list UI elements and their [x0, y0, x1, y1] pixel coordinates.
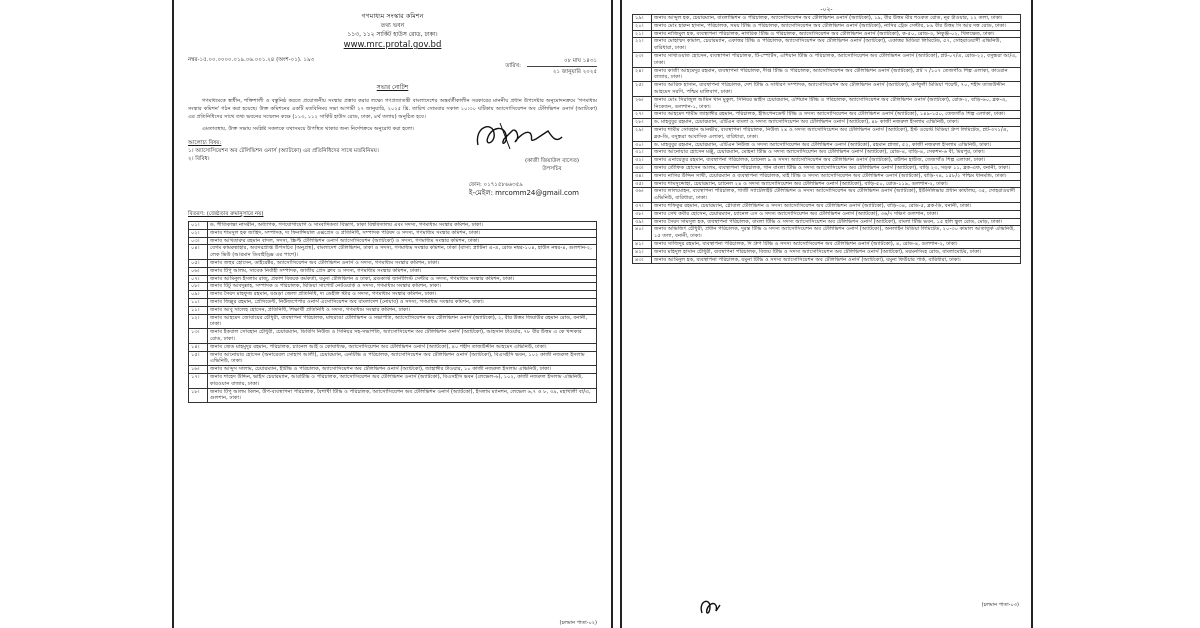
distribution-title: বিতরণ: (জেষ্ঠতার ক্রমানুসারে নয়) — [188, 211, 264, 217]
address-line: ১১৩, ১১২ সার্কিট হাউস রোড, ঢাকা। — [347, 31, 438, 38]
recipient-details: জনাব আনোয়ার হোসেন (অনারেবল সোহাগ আলী), চেয়ারম্যান, এনটিভি ও পরিচালক, অ্যাসোসিয়েশন অব টেলিভিশন ওনার্স (অ্যাটকো), বিএসইসি ভবন, ১০২ কাজী নজরুল ইসলাম এভিনিউ, ঢাকা। — [208, 351, 597, 366]
recipient-details: ড. মাহবুবুর রহমান, চেয়ারম্যান, এটিএন নিউজ ও সদস্য অ্যাসোসিয়েশন অব টেলিভিশন ওনার্স (অ্যাটকো), রহমান প্লাজা, ৫২, কাজী নজরুল ইসলাম এভিনিউ, ঢাকা। — [652, 141, 1021, 149]
recipient-number: ১৭। — [189, 373, 208, 388]
recipient-details: জনাব আহমেদ শামীম জাহাঙ্গীর রহমান, পরিচালক, ইন্ডিপেনডেন্ট টিভি ও সদস্য অ্যাসোসিয়েশন অব টেলিভিশন ওনার্স (অ্যাটকো), ১৪৯-১৫০, তেজগাঁও শিল্প এলাকা, ঢাকা। — [652, 111, 1021, 119]
recipient-number: ০৭। — [189, 275, 208, 283]
signatory-block — [525, 157, 579, 173]
recipient-details: জনাব তৌফিক হোসেন আলম, ব্যবস্থাপনা পরিচালক, গান বাংলা টিভি ও সদস্য অ্যাসোসিয়েশন অব টেলিভিশন ওনার্স (অ্যাটকো), বাড়ি ২৩, সড়ক ১১, ব্লক-এফ, বনানী, ঢাকা। — [652, 164, 1021, 172]
recipient-number: ২৬। — [633, 96, 652, 111]
date-bangla: ০৮ মাঘ ১৪৩১ — [564, 58, 597, 64]
recipient-number: ৩৩। — [633, 164, 652, 172]
recipient-details: জনাব আবু সালেহ হোসেন, প্রতিনিধি, শিক্ষার্থী প্রতিনিধি ও সদস্য, গণমাধ্যম সংস্কার কমিশন, ঢাকা। — [208, 306, 597, 314]
recipient-number: ১৪। — [189, 343, 208, 351]
recipient-details: জনাব মোঃ সিরাজুল আমিন খান মুকুল, সিনিয়র ভাইস চেয়ারম্যান, এশিয়ান টিভি ও পরিচালক, অ্যাসোসিয়েশন অব টেলিভিশন ওনার্স (অ্যাটকো), রোড-২, বাড়ি-৬০, ব্লক-এ, নিকেতন, গুলশান-১, ঢাকা। — [652, 96, 1021, 111]
memo-reference-row — [188, 57, 597, 76]
document-page-2 — [620, 0, 1033, 628]
recipient-row — [633, 111, 1021, 119]
recipient-row — [189, 237, 597, 245]
recipient-number: ২৯। — [633, 126, 652, 141]
recipient-number: ১৯। — [633, 15, 652, 23]
recipient-row — [189, 283, 597, 291]
date-block — [527, 57, 597, 76]
signatory-title: উপসচিব — [542, 166, 562, 172]
recipient-row — [189, 343, 597, 351]
recipient-details: জনাব আমিনুল ইসলাম রাজু, প্রকাশ বিষয়ক কর্মকর্তা, যমুনা টেলিভিশন ও ঢাকা, ব্রডকাস্ট জার্নালিস্ট সেন্টার ও সদস্য, গণমাধ্যম সংস্কার কমিশন, ঢাকা। — [208, 275, 597, 283]
recipient-number: ৩৪। — [633, 172, 652, 180]
recipient-details: জনাব আনোয়ার হোসেন মঞ্জু, চেয়ারম্যান, মোহনা টিভি ও সদস্য অ্যাসোসিয়েশন অব টেলিভিশন ওনার্স (অ্যাটকো), রোড-৪, বাড়ি-৪, সেকশন-৬ বী, মিরপুর, ঢাকা। — [652, 149, 1021, 157]
recipient-row — [189, 366, 597, 374]
recipient-row — [189, 298, 597, 306]
document-page-1 — [172, 0, 613, 628]
email-address[interactable]: ই-মেইল: mrcomm24@gmail.com — [468, 189, 579, 197]
page-number: -০২- — [820, 6, 833, 13]
recipient-row — [633, 126, 1021, 141]
recipient-details: ড. শীতিকান্তা নাসরীন, অধ্যাপক, গণযোগাযোগ ও সাংবাদিকতা বিভাগ, ঢাকা বিশ্ববিদ্যালয় এবং সদস্য, গণমাধ্যম সংস্কার কমিশন, ঢাকা। — [208, 222, 597, 230]
recipient-row — [633, 67, 1021, 82]
recipient-row — [633, 38, 1021, 53]
recipient-number: ০৬। — [189, 267, 208, 275]
notice-subject: সভার নোটিশ — [376, 84, 409, 91]
agenda-signature-area — [188, 139, 597, 205]
recipient-row — [633, 141, 1021, 149]
recipient-number: ১৫। — [189, 351, 208, 366]
recipient-row — [633, 96, 1021, 111]
recipient-row — [633, 256, 1021, 264]
recipient-number: ১০। — [189, 298, 208, 306]
recipient-number: ০৮। — [189, 283, 208, 291]
building-name: তথ্য ভবন — [380, 22, 405, 29]
recipient-row — [189, 314, 597, 329]
memo-number: নম্বর-১৫.০০.০০০০.০১৯.০৬.০০১.২৪ (অংশ-০১). ১৯৩ — [188, 57, 315, 63]
recipient-details: জনাব শফিকুর রহমান, চেয়ারম্যান, গ্লোবাল টেলিভিশন ও সদস্য অ্যাসোসিয়েশন অব টেলিভিশন ওনার্স (অ্যাটকো), বাড়ি-৩৪, রোড-৫, ব্লক-ডি, বনানী, ঢাকা। — [652, 202, 1021, 210]
recipient-row — [633, 226, 1021, 241]
recipient-details: জনাব ইকবাল সোবহান চৌধুরী, চেয়ারম্যান, ডিবিসি নিউজ ও সিনিয়র সহ-সভাপতি, অ্যাসোসিয়েশন অব টেলিভিশন ওনার্স (অ্যাটকো), আহসান টাওয়ার, ৭৮ বীর উত্তম এ কে খন্দকার রোড, ঢাকা। — [208, 329, 597, 344]
recipient-row — [189, 291, 597, 299]
recipient-number: ৪০। — [633, 226, 652, 241]
recipient-details: জনাব এনায়েতুর রহমান, ব্যবস্থাপনা পরিচালক, চ্যানেল ৯ ও সদস্য অ্যাসোসিয়েশন অব টেলিভিশন ওনার্স (অ্যাটকো), রউশন হাউজ, তেজগাঁও শিল্প এলাকা, ঢাকা। — [652, 157, 1021, 165]
recipient-row — [633, 164, 1021, 172]
recipient-row — [633, 172, 1021, 180]
recipient-row — [189, 329, 597, 344]
contact-block — [469, 181, 579, 197]
agenda-item: ১। অ্যাসোসিয়েশন অব টেলিভিশন ওনার্স (অ্যাটকো) এর প্রতিনিধিদের সাথে মতবিনিময়। — [188, 148, 379, 154]
recipient-row — [633, 149, 1021, 157]
recipient-number: ১৮। — [189, 388, 208, 403]
recipient-number: ০৪। — [189, 245, 208, 260]
recipient-row — [633, 202, 1021, 210]
recipient-table-page-1 — [188, 221, 597, 403]
recipient-details: জনাব আব্দুল হক, চেয়ারম্যান, বাংলাভিশন ও পরিচালক, অ্যাসোসিয়েশন অব টেলিভিশন ওনার্স (অ্যাটকো), ১৯, বীর উত্তম মীর শওকত রোড, নূর টাওয়ার, ১২ তলা, ঢাকা। — [652, 15, 1021, 23]
recipient-row — [633, 188, 1021, 203]
recipient-details: জনাব শামসুদ্দোহা, চেয়ারম্যান, চ্যানেল ২৪ ও সদস্য অ্যাসোসিয়েশন অব টেলিভিশন ওনার্স (অ্যাটকো), বাড়ি-৫০, রোড-১১৯, গুলশান-২, ঢাকা। — [652, 180, 1021, 188]
agenda-item: ২। বিবিধ। — [188, 156, 210, 162]
continuation-note: (চলমান পাতা-০২) — [559, 620, 597, 626]
notice-paragraph-1: গণমাধ্যমকে স্বাধীন, শক্তিশালী ও বস্তুনিষ্ঠ করতে প্রয়োজনীয় সংস্কার প্রস্তাব করার লক্ষ্যে গণপ্রজাতন্ত্রী বাংলাদেশের অন্তর্বর্তীকালীন সরকারের মাননীয় প্রধান উপদেষ্টার অনুমোদনক্রমে 'গণমাধ্যম সংস্কার কমিশন' গঠন করা হয়েছে। উক্ত কমিশনের একটি মতবিনিময় সভা আগামী ২৭ জানুয়ারি, ২০২৫ খ্রি. তারিখ সোমবার সকাল ১০:৩০ ঘটিকায় অ্যাসোসিয়েশন অব টেলিভিশন ওনার্স (অ্যাটকো) এর প্রতিনিধিদের সাথে তথ্য ভবনের সম্মেলন কক্ষে (১১৩, ১১২ সার্কিট হাউস রোড, ঢাকা, ৪র্থ তলায়) অনুষ্ঠিত হবে। — [188, 98, 597, 120]
recipient-number: ৩৫। — [633, 180, 652, 188]
date-label: তারিখ: — [505, 62, 521, 69]
recipient-row — [189, 222, 597, 230]
recipient-details: জনাব আহমেদ জোবায়ের চৌধুরী, ব্যবস্থাপনা পরিচালক, মাছরাঙা টেলিভিশন ও সভাপতি, অ্যাসোসিয়েশন অব টেলিভিশন ওনার্স (অ্যাটকো), ২, বীর উত্তম জিয়াউর রহমান রোড, বনানী, ঢাকা। — [208, 314, 597, 329]
recipient-row — [189, 229, 597, 237]
recipient-details: জনাব সৈয়দ সামসুল হক, ব্যবস্থাপনা পরিচালক, বাংলা টিভি ও সদস্য অ্যাসোসিয়েশন অব টেলিভিশন ওনার্স (অ্যাটকো), বাংলা টিভি ভবন, ১৫ হলি স্কুল রোড, মোড়, ঢাকা। — [652, 218, 1021, 226]
recipient-row — [633, 15, 1021, 23]
recipient-number: ৪৩। — [633, 256, 652, 264]
recipient-details: জনাব অভিজিৎ চৌধুরী, প্রধান পরিচালক, দুরন্ত টিভি ও সদস্য অ্যাসোসিয়েশন অব টেলিভিশন ওনার্স (অ্যাটকো), অনলাইন মিডিয়া লিমিটেড, ২০-৩০ কামাল আতাতুর্ক এভিনিউ, ১৫ তলা, বনানী, ঢাকা। — [652, 226, 1021, 241]
recipient-details: জনাব আরিফ হাসান, ব্যবস্থাপনা পরিচালক, দেশ টিভি ও সাধারণ সম্পাদক, অ্যাসোসিয়েশন অব টেলিভিশন ওনার্স (অ্যাটকো), কর্ণফুলী মিডিয়া পয়েন্ট, ৭০, শহীদ তাজউদ্দীন আহমেদ সরণি, পশ্চিম মালিবাগ, ঢাকা। — [652, 82, 1021, 97]
recipient-number: ০৩। — [189, 237, 208, 245]
recipient-row — [633, 30, 1021, 38]
recipient-row — [633, 210, 1021, 218]
recipient-number: ৩০। — [633, 141, 652, 149]
recipient-details: জনাব নাজিমুল হক, ব্যবস্থাপনা পরিচালক, নাগরিক টিভি ও পরিচালক, অ্যাসোসিয়েশন অব টেলিভিশন ওনার্স (অ্যাটকো), ক-৫০, রোড-৩, নিকুঞ্জ-০২, খিলক্ষেত, ঢাকা। — [652, 30, 1021, 38]
recipient-row — [633, 180, 1021, 188]
date-english: ২১ জানুয়ারি ২০২৫ — [552, 69, 597, 75]
recipient-number: ৩২। — [633, 157, 652, 165]
recipient-details: জনাব মোঃ হারুন হাসান, পরিচালক, সময় টিভি ও পরিচালক, অ্যাসোসিয়েশন অব টেলিভিশন ওনার্স (অ্যাটকো), নাসির ট্রেড সেন্টার, ৮৯ বীর উত্তম সি আর দত্ত রোড, ঢাকা। — [652, 22, 1021, 30]
recipient-details: জনাব টিপু আলম মিলন, উপ-ব্যবস্থাপনা পরিচালক, বৈশাখী টিভি ও পরিচালক, অ্যাসোসিয়েশন অব টেলিভিশন ওনার্স (অ্যাটকো), ইসলাম ম্যানশন, লেভেল ৬,৭ ও ৮, ৩৯, মহাখালী বা/এ, গুলশান, ঢাকা। — [208, 388, 597, 403]
recipient-row — [633, 52, 1021, 67]
handwritten-initial — [696, 595, 724, 619]
recipient-details: জনাব সেখ কবীর হোসেন, চেয়ারম্যান, চ্যানেল এস ও সদস্য অ্যাসোসিয়েশন অব টেলিভিশন ওনার্স (অ্যাটকো), ৩৬/৭ দক্ষিণ গুলশান, ঢাকা। — [652, 210, 1021, 218]
recipient-details: ড. মাহবুবুর রহমান, চেয়ারম্যান, এটিএন বাংলা ও সদস্য অ্যাসোসিয়েশন অব টেলিভিশন ওনার্স (অ্যাটকো), ৪৮ কাজী নজরুল ইসলাম এভিনিউ, ঢাকা। — [652, 119, 1021, 127]
recipient-number: ৩৮। — [633, 210, 652, 218]
organization-name: গণমাধ্যম সংস্কার কমিশন — [361, 12, 424, 20]
recipient-number: ৩৭। — [633, 202, 652, 210]
recipient-number: ২২। — [633, 38, 652, 53]
recipient-details: জনাব জিল্লুর রহমান, প্রেসিডেন্ট, নিউজপেপার ওনার্স এসোসিয়েশন অব বাংলাদেশ (নোয়াব) ও সদস্য, গণমাধ্যম সংস্কার কমিশন, ঢাকা। — [208, 298, 597, 306]
recipient-row — [633, 119, 1021, 127]
recipient-row — [633, 218, 1021, 226]
recipient-number: ২৩। — [633, 52, 652, 67]
recipient-details: জনাব মহিদুল হাসান চৌধুরী, ব্যবস্থাপনা পরিচালক, বিজয় টিভি ও সদস্য অ্যাসোসিয়েশন অব টেলিভিশন ওনার্স (অ্যাটকো), ময়মনসিংহ রোড, বাংলামোটর, ঢাকা। — [652, 248, 1021, 256]
recipient-details: জনাব শামসুল হক জাহিদ, সম্পাদক, দ্য ফিনান্সিয়াল এক্সপ্রেস ও প্রতিনিধি, সম্পাদক পরিষদ ও সদস্য, গণমাধ্যম সংস্কার কমিশন, ঢাকা। — [208, 229, 597, 237]
notice-paragraph-2: এমতাবস্থায়, উক্ত সভায় সংশ্লিষ্ট সকলকে যথাসময়ে উপস্থিত থাকার জন্য নির্দেশক্রমে অনুরোধ করা হলো। — [202, 126, 415, 132]
recipient-number: ৪১। — [633, 240, 652, 248]
recipient-table-page-2 — [632, 14, 1021, 264]
recipient-number: ২৫। — [633, 82, 652, 97]
recipient-row — [633, 82, 1021, 97]
website-link[interactable]: www.mrc.protal.gov.bd — [343, 40, 442, 50]
recipient-details: জনাব সৈয়দ মাহফুজ রহমান, বগুড়া জেলা প্রতিনিধি, দ্য ডেইলি স্টার ও সদস্য, গণমাধ্যম সংস্কার কমিশন, ঢাকা। — [208, 291, 597, 299]
recipient-details: বেগম কামরুন্নাহার, অবসরপ্রাপ্ত উপসচিব (অনুপ্রস্থ), বাংলাদেশ টেলিভিশন, ঢাকা ও সদস্য, গণমাধ্যম সংস্কার কমিশন, ঢাকা (বাসা: প্লাটিনা এ-এ, রোড নম্বর-১০৪, হাউস নম্বর-৪, গুলশান-২, লেক ভিউ (আরমান ডিবাইড্রিক্স এর পাশে)। — [208, 245, 597, 260]
recipient-number: ০২। — [189, 229, 208, 237]
recipient-number: ৩৬। — [633, 188, 652, 203]
handwritten-signature — [470, 117, 570, 157]
recipient-number: ০১। — [189, 222, 208, 230]
letterhead — [188, 12, 597, 51]
recipient-row — [633, 22, 1021, 30]
recipient-row — [189, 267, 597, 275]
recipient-details: জনাব জহুর হোসেন, ডাইরেক্টর, অ্যাসোসিয়েশন অব টেলিভিশন ওনার্স ও সদস্য, গণমাধ্যম সংস্কার কমিশন, ঢাকা। — [208, 259, 597, 267]
recipient-row — [189, 245, 597, 260]
recipient-details: জনাব টিপু আলম, সাবেক নির্বাহী সম্পাদক, জাতীয় প্রেস ক্লাব ও সদস্য, গণমাধ্যম সংস্কার কমিশন, ঢাকা। — [208, 267, 597, 275]
recipient-number: ৪২। — [633, 248, 652, 256]
recipient-details: জনাব সাজিদুর রহমান, ব্যবস্থাপনা পরিচালক, দি গ্রুপ টিভি ও সদস্য অ্যাসোসিয়েশন অব টেলিভিশন ওনার্স (অ্যাটকো), ৪, রোড-৪, গুলশান-২, ঢাকা। — [652, 240, 1021, 248]
recipient-number: ২৮। — [633, 119, 652, 127]
recipient-details: জনাব টিটু আবদুল্লাহ, সম্পাদক ও পরিচালক, মিডিয়া সাপোর্ট নেটওয়ার্ক ও সদস্য, গণমাধ্যম সংস্কার কমিশন, ঢাকা। — [208, 283, 597, 291]
recipient-number: ০৫। — [189, 259, 208, 267]
recipient-number: ২১। — [633, 30, 652, 38]
recipient-row — [633, 248, 1021, 256]
recipient-number: ১৬। — [189, 366, 208, 374]
recipient-details: জনাব শামীম সোবহান আনভীর, ব্যবস্থাপনা পরিচালক, নিউজ ২৪ ও সদস্য অ্যাসোসিয়েশন অব টেলিভিশন ওনার্স (অ্যাটকো), ইস্ট ওয়েস্ট মিডিয়া গ্রুপ লিমিটেড, প্লট-৩৭১/এ, ব্লক-ডি, বসুন্ধরা আবাসিক এলাকা, বারিধারা, ঢাকা। — [652, 126, 1021, 141]
continuation-note: (চলমান পাতা-০৩) — [981, 602, 1019, 608]
recipient-row — [189, 351, 597, 366]
recipient-number: ১৩। — [189, 329, 208, 344]
recipient-details: জনাব আমিনুল হক, ব্যবস্থাপনা পরিচালক, যমুনা টিভি ও সদস্য অ্যাসোসিয়েশন অব টেলিভিশন ওনার্স (অ্যাটকো), যমুনা ফিউচার পার্ক, বারিধারা, ঢাকা। — [652, 256, 1021, 264]
recipient-number: ২৭। — [633, 111, 652, 119]
signatory-name: (কাজী জিয়াউল বাসেত) — [524, 158, 579, 164]
recipient-details: জনাব শাহেদ উদ্দিন, ভাইস চেয়ারম্যান, আরটিভি ও পরিচালক, অ্যাসোসিয়েশন অব টেলিভিশন ওনার্স (অ্যাটকো), বিএসইসি ভবন (লেভেল-৬), ১০২, কাজী নজরুল ইসলাম এভিনিউ, কারওয়ান বাজার, ঢাকা। — [208, 373, 597, 388]
recipient-number: ১২। — [189, 314, 208, 329]
recipient-row — [633, 157, 1021, 165]
recipient-details: জনাব আখতারুর রহমান বাদল, সদস্য, স্ক্রিপ্ট টেলিভিশন ওনার্স অ্যাসোসিয়েশন (অ্যাটকো) ও সদস্য, গণমাধ্যম সংস্কার কমিশন, ঢাকা। — [208, 237, 597, 245]
recipient-number: ২৪। — [633, 67, 652, 82]
recipient-row — [189, 306, 597, 314]
recipient-row — [633, 240, 1021, 248]
recipient-details: জনাব কাজী আহমেদুর রহমান, ব্যবস্থাপনা পরিচালক, দীপ্ত টিভি ও পরিচালক, অ্যাসোসিয়েশন অব টেলিভিশন ওনার্স (অ্যাটকো), প্লট ৭ /১০৭ তেজগাঁও শিল্প এলাকা, কাওরান বাজার, ঢাকা। — [652, 67, 1021, 82]
recipient-details: জনাব মোহাম্মদ কামাল, চেয়ারম্যান, একাত্তর টিভি ও পরিচালক, অ্যাসোসিয়েশন অব টেলিভিশন ওনার্স (অ্যাটকো), একাত্তর মিডিয়া লিমিটেড, ৫৭, সোহরাওয়ার্দী এভিনিউ, বারিধারা, ঢাকা। — [652, 38, 1021, 53]
recipient-number: ৩১। — [633, 149, 652, 157]
recipient-number: ৩৯। — [633, 218, 652, 226]
recipient-number: ২০। — [633, 22, 652, 30]
recipient-row — [189, 373, 597, 388]
recipient-details: জনাব জেড মাহমুদুর রহমান, পরিচালক, চ্যানেল আই ও কোষাধ্যক্ষ, অ্যাসোসিয়েশন অব টেলিভিশন ওনার্স (অ্যাটকো), ৪০ শহীদ তাজউদ্দীন আহমেদ এভিনিউ, ঢাকা। — [208, 343, 597, 351]
recipient-number: ০৯। — [189, 291, 208, 299]
recipient-details: জনাব লালমোহন, ব্যবস্থাপনা পরিচালক, গাজী স্যাটেলাইট টেলিভিশন ও সদস্য অ্যাসোসিয়েশন অব টেলিভিশন ওনার্স (অ্যাটকো), ইউনিলিভার প্রধান কার্যালয়, ৩৫, সোহরাওয়ার্দী এভিনিউ, বারিধারা, ঢাকা। — [652, 188, 1021, 203]
recipient-details: জনাব সাখাওয়াত হোসেন, ব্যবস্থাপনা পরিচালক, টি-স্পোর্টস, এশিয়ান টিভি ও পরিচালক, অ্যাসোসিয়েশন অব টেলিভিশন ওনার্স (অ্যাটকো), প্লট-০৭/এ, রোড-২২, বসুন্ধরা আ/এ, ঢাকা। — [652, 52, 1021, 67]
phone-number: ফোন: ০১৭১৫৮৬৬৩৫৯ — [468, 182, 523, 188]
recipient-row — [189, 388, 597, 403]
recipient-details: জনাব আব্দুস সালাম, চেয়ারম্যান, ইটিভি ও পরিচালক, অ্যাসোসিয়েশন অব টেলিভিশন ওনার্স (অ্যাটকো), জাহাঙ্গীর টাওয়ার, ১০ কাজী নজরুল ইসলাম এভিনিউ, ঢাকা। — [208, 366, 597, 374]
agenda-title: আলোচ্য বিষয়: — [188, 140, 222, 146]
recipient-row — [189, 259, 597, 267]
recipient-row — [189, 275, 597, 283]
recipient-details: জনাব নাসির উদ্দিন সাথী, চেয়ারম্যান ও ব্যবস্থাপনা পরিচালক, মাই টিভি ও সদস্য অ্যাসোসিয়েশন অব টেলিভিশন ওনার্স (অ্যাটকো), বাড়ি-৭৪, ১৫৮/২ পশ্চিম ধানমন্ডি, ঢাকা। — [652, 172, 1021, 180]
recipient-number: ১১। — [189, 306, 208, 314]
